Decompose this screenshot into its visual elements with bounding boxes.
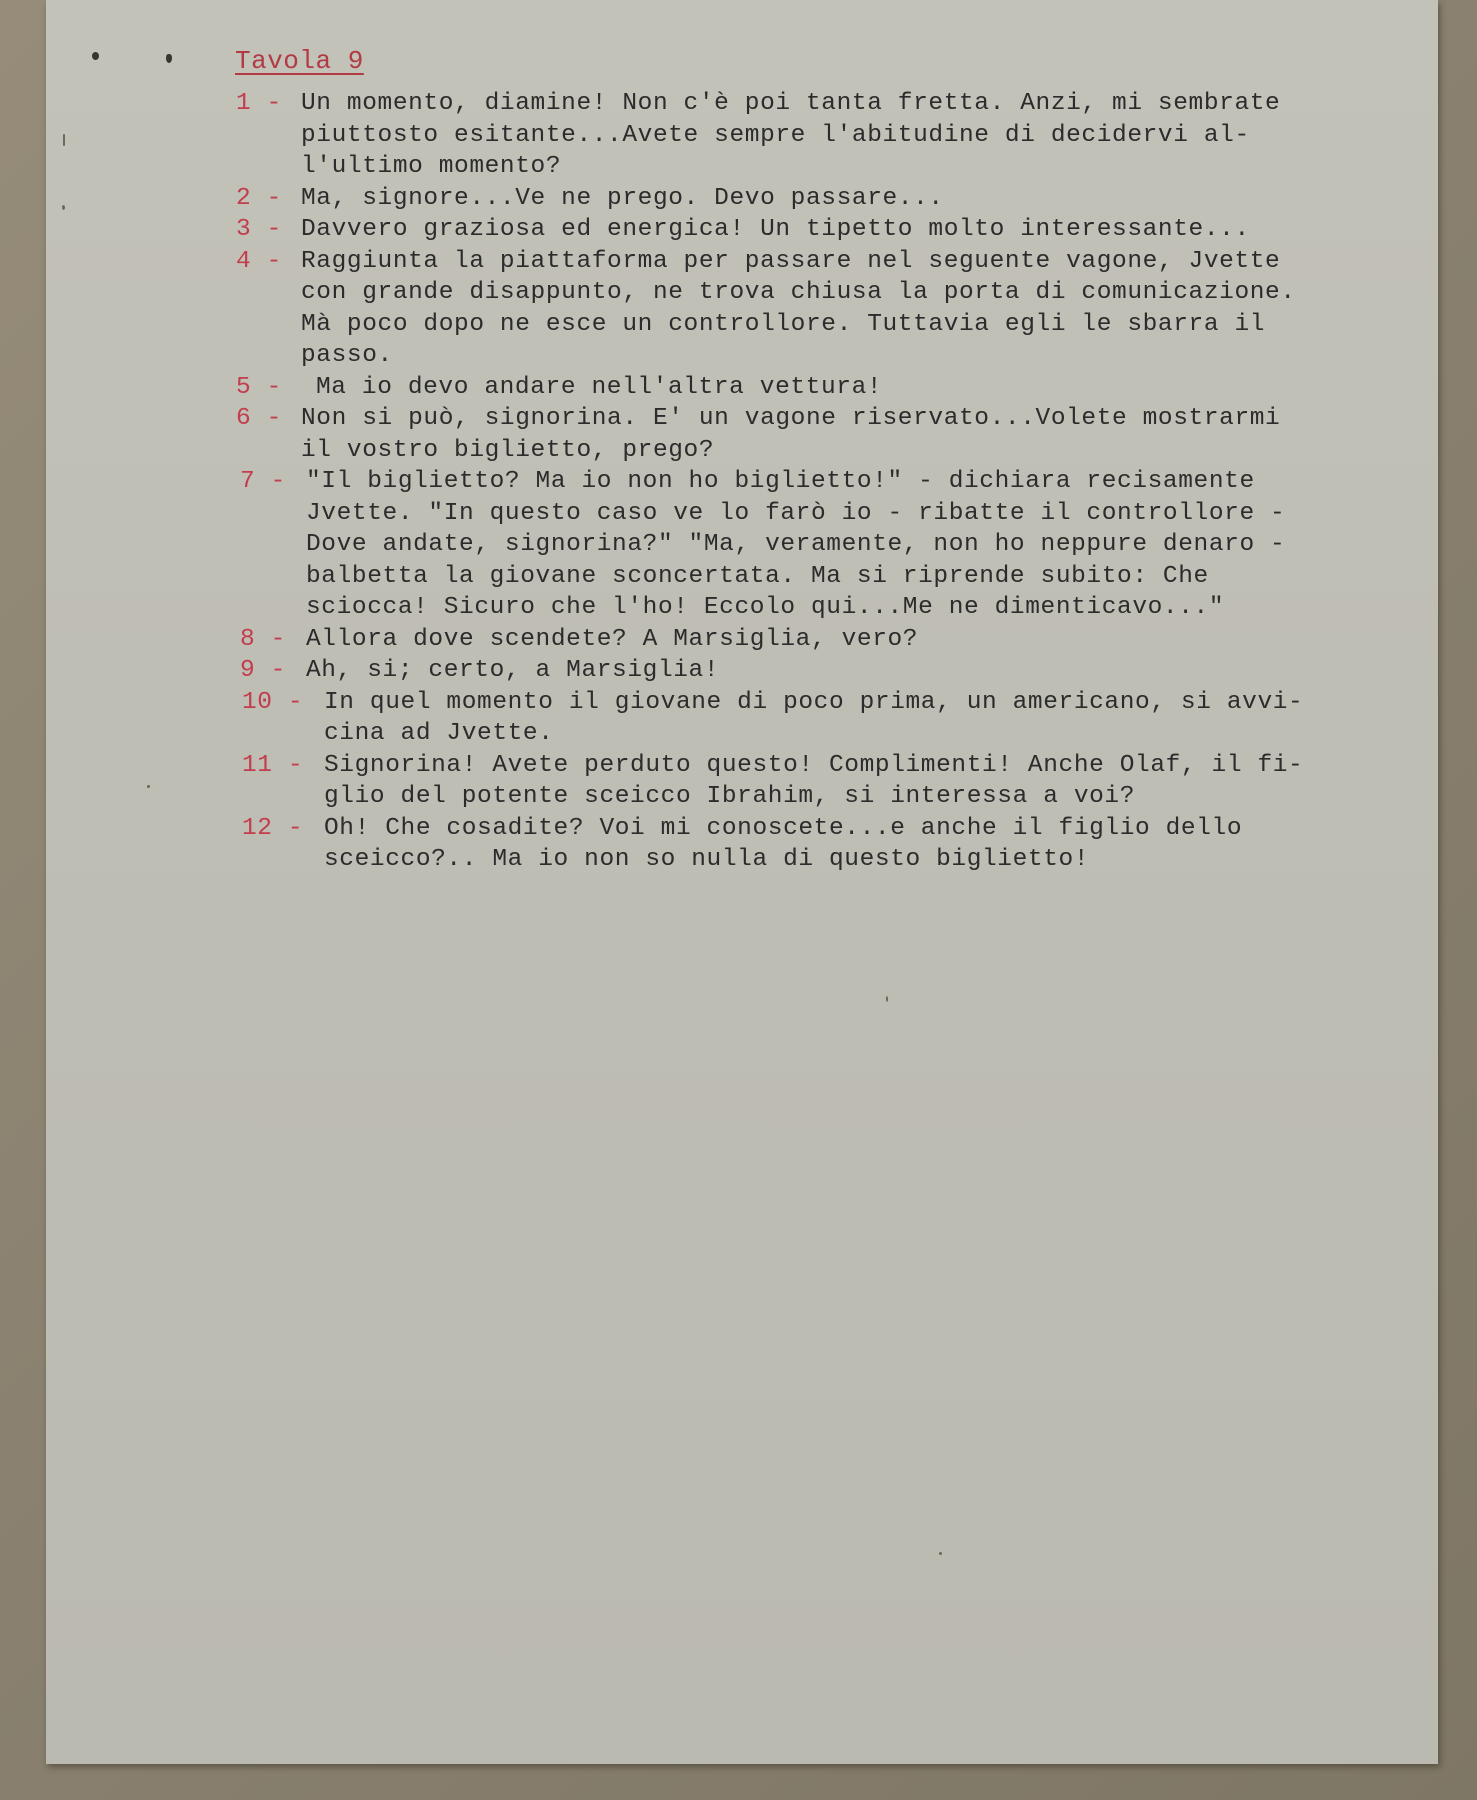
dialogue-entry	[236, 403, 1396, 466]
entry-line: Un momento, diamine! Non c'è poi tanta fretta. Anzi, mi sembrate	[301, 90, 1281, 117]
entry-line: Mà poco dopo ne esce un controllore. Tuttavia egli le sbarra il	[301, 310, 1266, 338]
page-title: Tavola 9	[235, 46, 364, 76]
paper-speck	[147, 785, 150, 788]
dialogue-entry	[236, 813, 1396, 876]
entry-number: 11 -	[242, 751, 304, 779]
entry-line: cina ad Jvette.	[324, 720, 554, 747]
entry-line: Davvero graziosa ed energica! Un tipetto molto interessante...	[301, 216, 1250, 243]
paper-speck	[886, 996, 888, 1002]
entry-line: Ma, signore...Ve ne prego. Devo passare...	[301, 184, 944, 212]
dialogue-entry	[236, 466, 1396, 624]
dialogue-entry	[236, 624, 1396, 656]
entry-number: 4 -	[236, 247, 282, 275]
entry-number: 10 -	[242, 688, 304, 716]
entry-number: 5 -	[236, 373, 282, 401]
entry-line: piuttosto esitante...Avete sempre l'abitudine di decidervi al-	[301, 121, 1250, 149]
entry-line: glio del potente sceicco Ibrahim, si interessa a voi?	[324, 783, 1136, 810]
dialogue-entry	[236, 246, 1396, 372]
entry-line: Dove andate, signorina?" "Ma, veramente, non ho neppure denaro -	[306, 531, 1286, 558]
entry-number: 3 -	[236, 216, 282, 243]
entry-line: il vostro biglietto, prego?	[301, 436, 715, 464]
entry-line: Oh! Che cosadite? Voi mi conoscete...e anche il figlio dello	[324, 814, 1243, 842]
entry-number: 1 -	[236, 90, 282, 117]
entry-line: sceicco?.. Ma io non so nulla di questo biglietto!	[324, 846, 1090, 873]
entry-number: 8 -	[240, 625, 286, 653]
paper-speck	[62, 205, 65, 210]
dialogue-entry	[236, 183, 1396, 215]
entry-line: Allora dove scendete? A Marsiglia, vero?	[306, 625, 919, 653]
entry-line: "Il biglietto? Ma io non ho biglietto!" - dichiara recisamente	[306, 468, 1255, 495]
entry-line: con grande disappunto, ne trova chiusa la porta di comunicazione.	[301, 279, 1296, 306]
entry-line: l'ultimo momento?	[301, 153, 562, 180]
entry-line: passo.	[301, 342, 393, 369]
paper-speck	[63, 134, 65, 146]
entry-number: 9 -	[240, 657, 286, 684]
entry-number: 2 -	[236, 184, 282, 212]
entry-line: Jvette. "In questo caso ve lo farò io - ribatte il controllore -	[306, 499, 1286, 527]
entry-number: 7 -	[240, 468, 286, 495]
entry-line: Signorina! Avete perduto questo! Complimenti! Anche Olaf, il fi-	[324, 751, 1304, 779]
punch-mark-right	[166, 54, 172, 63]
entry-line: sciocca! Sicuro che l'ho! Eccolo qui...Me ne dimenticavo..."	[306, 594, 1225, 621]
paper-speck	[939, 1552, 942, 1555]
dialogue-entry	[236, 687, 1396, 750]
entry-line: Non si può, signorina. E' un vagone riservato...Volete mostrarmi	[301, 405, 1281, 432]
dialogue-entry	[236, 88, 1396, 183]
dialogue-entry	[236, 655, 1396, 687]
dialogue-entry	[236, 214, 1396, 246]
entry-number: 12 -	[242, 814, 304, 842]
entry-line: Ah, si; certo, a Marsiglia!	[306, 657, 720, 684]
dialogue-list	[236, 88, 1396, 876]
dialogue-entry	[236, 372, 1396, 404]
dialogue-entry	[236, 750, 1396, 813]
entry-line: Raggiunta la piattaforma per passare nel seguente vagone, Jvette	[301, 247, 1281, 275]
entry-number: 6 -	[236, 405, 282, 432]
entry-line: balbetta la giovane sconcertata. Ma si riprende subito: Che	[306, 562, 1209, 590]
punch-mark-left	[92, 52, 99, 60]
entry-line: In quel momento il giovane di poco prima, un americano, si avvi-	[324, 688, 1304, 716]
entry-line: Ma io devo andare nell'altra vettura!	[316, 373, 883, 401]
